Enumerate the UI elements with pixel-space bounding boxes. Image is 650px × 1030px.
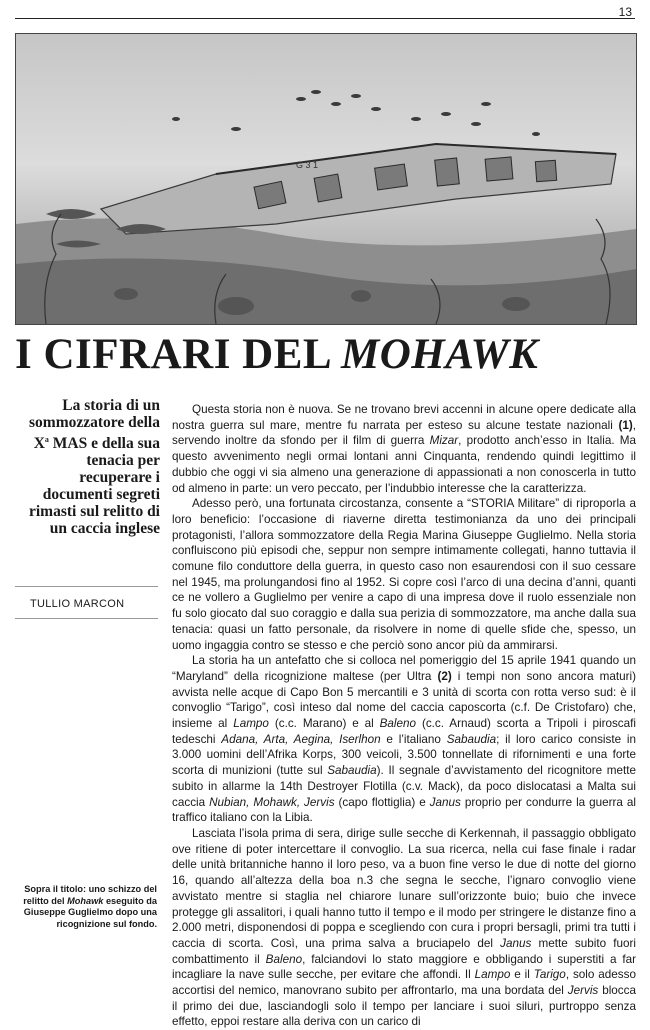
text-run: e l’italiano	[380, 732, 447, 746]
text-run: i tempi non sono ancora maturi) avvista nelle acque di Capo Bon 5 mercantili e 3 unità di scorta con rotta verso sud: è il convoglio “Tarigo”, così inteso dal nome del caccia caposcorta (c.f. De Cristofaro) che, insieme al	[172, 669, 636, 731]
text-run: La storia ha un antefatto che si colloca nel pomeriggio del 15 aprile 1941 quando un “Maryland” della ricognizione maltese (per Ultra	[172, 654, 636, 683]
text-run: Questa storia non è nuova. Se ne trovano brevi accenni in alcune opere dedicate alla nostra guerra sul mare, mentre fu narrata per esteso su alcune testate nazionali	[172, 403, 636, 432]
top-rule	[15, 18, 635, 19]
author-rule-bottom	[15, 618, 158, 619]
text-run: Adesso però, una fortunata circostanza, consente a “STORIA Militare” di riproporla a loro beneficio: l’occasione di riaverne diretta testimonianza da uno dei principali protagonisti, l’allora sommozzatore della Regia Marina Giuseppe Guglielmo. Nella storia confluiscono più episodi che, seppur non sempre intimamente collegati, hanno tuttavia il comune filo conduttore della guerra, in questo caso non esaurendosi con il suo cessare nel 1945, ma prolungandosi fino al 1952. Si copre così l’arco di una decina d’anni, quanti ce ne vollero a Guglielmo per venire a capo di una impresa dove il ruolo essenziale non fu solo giocato dal suo coraggio e dalla sua perizia di sommozzatore, ma anche dalla sua tenacia: quasi un fatto personale, da risolvere in nome di quelle sfide che, spesso, un uomo ingaggia contro se stesso e che perciò sono ancor più da ammirarsi.	[172, 497, 636, 652]
text-run: mette subito fuori combattimento il	[172, 936, 636, 966]
text-run: (capo flottiglia) e	[334, 795, 430, 809]
body-paragraph	[172, 496, 636, 653]
text-run: , falciandovi lo stato maggiore e obbligando i superstiti a far incagliare la nave sulle secche, per evitare che affondi. Il	[172, 952, 636, 982]
caption-italic: Mohawk	[67, 895, 104, 906]
footnote-ref: (2)	[437, 669, 452, 683]
italic-run: Janus	[500, 936, 532, 950]
page-number: 13	[618, 5, 632, 19]
italic-run: Tarigo	[533, 968, 566, 982]
caption-part-2: eseguito da Giuseppe Guglielmo dopo una ricognizione sul fondo.	[23, 895, 157, 929]
text-run: blocca il primo dei due, lasciandogli solo il tempo per lanciare i suoi siluri, purtroppo senza effetto, eppoi restare alla deriva con un carico di	[172, 984, 636, 1029]
text-run: , solo adesso accortisi del nemico, manovrano subito per affrontarlo, ma una bordata del	[172, 968, 636, 998]
article-title	[15, 328, 635, 382]
italic-run: Lampo	[474, 968, 511, 982]
title-italic: MOHAWK	[340, 331, 539, 378]
italic-run: Sabaudia	[327, 764, 377, 778]
text-run: (c.c. Arnaud) scorta a Tripoli i piroscafi tedeschi	[172, 717, 636, 746]
text-run: proprio per condurre la guerra al traffico italiano con la Libia.	[172, 795, 636, 825]
italic-run: Baleno	[265, 952, 303, 966]
text-run: , prodotto anch’esso in Italia. Ma questo avvenimento negli ormai lontani anni Cinquanta, rendendo quindi legittimo il dubbio che oggi vi sia almeno una generazione di appassionati a non conoscerla in tutto od almeno in parte: un vero peccato, per l’indubbio interesse che la caratterizza.	[172, 434, 637, 495]
author-rule-top	[15, 586, 158, 587]
article-subtitle	[15, 397, 160, 537]
image-caption	[15, 884, 157, 930]
italic-run: Sabaudia	[446, 732, 497, 746]
italic-run: Adana, Arta, Aegina, Iserlhon	[221, 732, 381, 746]
text-run: Lasciata l’isola prima di sera, dirige sulle secche di Kerkennah, il passaggio obbligato ove ritiene di poter intercettare il convoglio. La sua ricerca, nella cui fase finale i radar delle unità britanniche hanno il loro peso, va a buon fine verso le due di notte del giorno 16, quando all’altezza della boa n.3 che segna le secche, l’ignaro convoglio viene avvistato mentre si staglia nel chiarore lunare sull’orizzonte buio; buio che invece protegge gli assalitori, i quali hanno tutto il tempo e il modo per stringere le distanze fino a 2.000 metri, disponendosi di poppa e scegliendo con cura i propri bersagli, primi tra tutti i caccia di scorta. Così, una prima salva a bruciapelo del	[172, 826, 636, 950]
body-paragraph	[172, 402, 636, 496]
italic-run: Janus	[429, 795, 461, 809]
italic-run: Lampo	[233, 717, 269, 731]
article-body	[172, 402, 637, 1029]
hull-marking: G 3 1	[296, 160, 319, 170]
italic-run: Mizar	[429, 434, 459, 448]
text-run: (c.c. Marano) e al	[268, 717, 380, 731]
italic-run: Nubian, Mohawk, Jervis	[209, 795, 335, 809]
body-paragraph	[172, 826, 636, 1030]
wreck-illustration	[15, 33, 637, 325]
wreck-sketch-svg	[16, 34, 636, 324]
text-run: , servendo inoltre da sfondo per il film di guerra	[172, 418, 636, 448]
footnote-ref: (1)	[618, 418, 633, 432]
subtitle-sup: a	[44, 435, 49, 444]
text-run: ; il loro carico consiste in 3.000 uomini dell’Afrika Korps, 300 veicoli, 3.500 tonnellate di rifornimenti e una forte scorta di munizioni (tutte sul	[172, 732, 636, 778]
caption-part-1: Sopra il titolo: uno schizzo del relitto del	[23, 884, 157, 906]
italic-run: Baleno	[379, 717, 417, 731]
title-plain: I CIFRARI DEL	[15, 331, 341, 378]
sidebar	[15, 397, 160, 537]
italic-run: Jervis	[567, 984, 599, 998]
author-name: TULLIO MARCON	[30, 598, 125, 610]
text-run: ). Il segnale d’avvistamento del ricognitore mette subito in allarme la 14th Destroyer Flotilla (c.v. Mack), da poco dislocatasi a Malta sui caccia	[172, 764, 636, 809]
subtitle-pre: La storia di un sommozzatore della X	[29, 397, 160, 453]
subtitle-post: MAS e della sua tenacia per recuperare i documenti segreti rimasti sul relitto di un caccia inglese	[28, 435, 160, 538]
text-run: e il	[510, 968, 534, 982]
body-paragraph	[172, 653, 636, 826]
